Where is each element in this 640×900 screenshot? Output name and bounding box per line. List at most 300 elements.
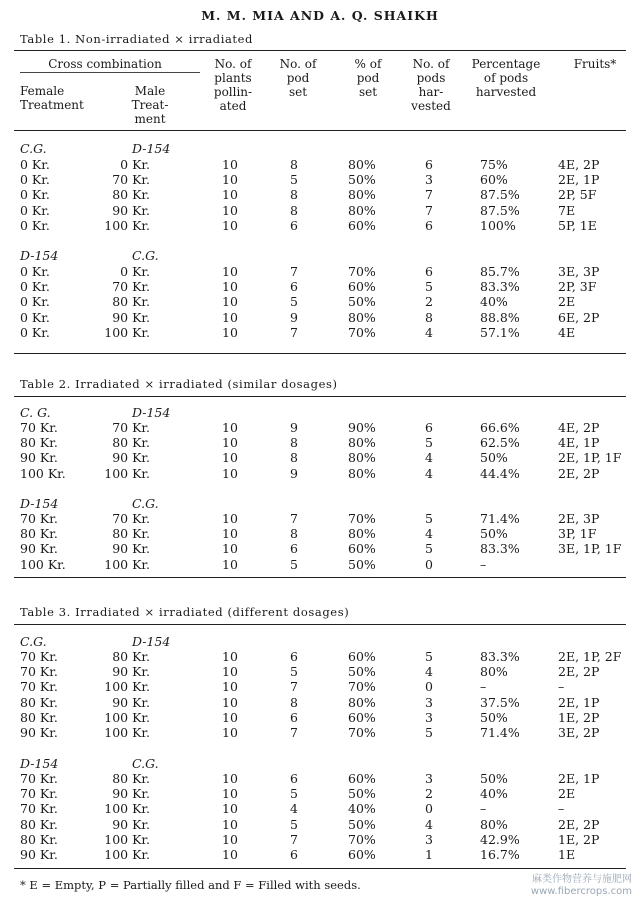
- cell-male-dose: 100 Kr.: [104, 725, 150, 740]
- cell-pct-pod-set: 70%: [348, 264, 376, 279]
- cell-pods-harvested: 4: [425, 816, 433, 832]
- cell-pct-harvested: 40%: [480, 294, 508, 310]
- cell-male-dose: 90 Kr.: [112, 202, 150, 218]
- table-row: [0, 218, 640, 233]
- cell-pods-harvested: 6: [425, 217, 433, 233]
- group-female-label: D-154: [20, 248, 59, 263]
- cell-female-dose: 80 Kr.: [20, 709, 58, 725]
- cell-male-dose: 90 Kr.: [112, 309, 150, 325]
- cell-male-dose: 70 Kr.: [112, 420, 150, 435]
- group-female-label: C.G.: [20, 634, 47, 649]
- cell-pods-harvested: 3: [425, 831, 433, 847]
- table-row: [0, 557, 640, 572]
- cell-fruits: 1E, 2P: [558, 709, 600, 725]
- cell-fruits: 2E, 1P, 1F: [558, 450, 622, 466]
- cell-fruits: 2E, 1P: [558, 694, 600, 710]
- cell-pct-pod-set: 60%: [348, 649, 376, 664]
- cell-plants-pollinated: 10: [222, 664, 238, 680]
- cell-pct-harvested: 85.7%: [480, 264, 520, 279]
- cell-pct-harvested: 80%: [480, 816, 508, 832]
- cell-pct-harvested: 71.4%: [480, 511, 520, 526]
- cell-female-dose: 70 Kr.: [20, 511, 58, 526]
- cell-male-dose: 100 Kr.: [104, 847, 150, 862]
- table1-bottom-rule: [14, 353, 626, 354]
- cell-plants-pollinated: 10: [222, 725, 238, 740]
- table3-top-rule: [14, 624, 626, 625]
- cell-female-dose: 100 Kr.: [20, 465, 66, 481]
- cell-pct-pod-set: 60%: [348, 847, 376, 862]
- cell-male-dose: 100 Kr.: [104, 465, 150, 481]
- group-female-label: D-154: [20, 496, 59, 511]
- cell-pct-harvested: 50%: [480, 709, 508, 725]
- cell-pct-harvested: 50%: [480, 771, 508, 786]
- cell-female-dose: 0 Kr.: [20, 294, 50, 310]
- table-row: [0, 420, 640, 435]
- cell-female-dose: 90 Kr.: [20, 541, 58, 557]
- cell-plants-pollinated: 10: [222, 526, 238, 542]
- cell-pods-harvested: 5: [425, 435, 433, 451]
- cell-plants-pollinated: 10: [222, 264, 238, 279]
- cell-fruits: 2P, 3F: [558, 279, 597, 295]
- cell-plants-pollinated: 10: [222, 771, 238, 786]
- cell-pct-pod-set: 60%: [348, 541, 376, 557]
- cell-pct-harvested: 66.6%: [480, 420, 520, 435]
- cell-male-dose: 90 Kr.: [112, 694, 150, 710]
- cell-pods-harvested: 5: [425, 511, 433, 526]
- cell-pct-harvested: 50%: [480, 526, 508, 542]
- cell-pod-set: 4: [290, 801, 298, 817]
- cell-female-dose: 0 Kr.: [20, 202, 50, 218]
- cell-pct-pod-set: 50%: [348, 294, 376, 310]
- table-row: [0, 649, 640, 664]
- cell-pct-harvested: 37.5%: [480, 694, 520, 710]
- cell-female-dose: 70 Kr.: [20, 649, 58, 664]
- cell-fruits: 2E: [558, 294, 576, 310]
- cell-pod-set: 7: [290, 679, 298, 695]
- table-row: [0, 172, 640, 187]
- cell-pods-harvested: 0: [425, 679, 433, 695]
- cell-pod-set: 8: [290, 157, 298, 172]
- cell-female-dose: 0 Kr.: [20, 217, 50, 233]
- cell-fruits: 4E, 2P: [558, 420, 600, 435]
- cell-plants-pollinated: 10: [222, 511, 238, 526]
- cell-fruits: 6E, 2P: [558, 309, 600, 325]
- cell-female-dose: 0 Kr.: [20, 309, 50, 325]
- table-row: [0, 541, 640, 556]
- table-row: [0, 847, 640, 862]
- cell-pods-harvested: 6: [425, 157, 433, 172]
- cell-pod-set: 8: [290, 694, 298, 710]
- cell-female-dose: 80 Kr.: [20, 694, 58, 710]
- cell-fruits: 1E: [558, 847, 576, 862]
- cell-pct-harvested: 42.9%: [480, 831, 520, 847]
- cell-pods-harvested: 4: [425, 450, 433, 466]
- cell-pct-pod-set: 70%: [348, 679, 376, 695]
- cell-pct-pod-set: 40%: [348, 801, 376, 817]
- cell-female-dose: 0 Kr.: [20, 324, 50, 340]
- cell-plants-pollinated: 10: [222, 309, 238, 325]
- cell-pct-harvested: 16.7%: [480, 847, 520, 862]
- footnote: * E = Empty, P = Partially filled and F = Filled with seeds.: [20, 878, 361, 892]
- cell-plants-pollinated: 10: [222, 172, 238, 188]
- table-row: [0, 710, 640, 725]
- cell-pct-harvested: 83.3%: [480, 279, 520, 295]
- cell-pod-set: 6: [290, 541, 298, 557]
- cell-pct-harvested: 71.4%: [480, 725, 520, 740]
- cell-fruits: 4E: [558, 324, 576, 340]
- table-row: [0, 679, 640, 694]
- header-female: Female Treatment: [20, 84, 84, 112]
- cell-male-dose: 100 Kr.: [104, 709, 150, 725]
- cell-pods-harvested: 5: [425, 279, 433, 295]
- cell-pods-harvested: 0: [425, 801, 433, 817]
- cell-female-dose: 80 Kr.: [20, 526, 58, 542]
- table-row: [0, 310, 640, 325]
- cell-male-dose: 100 Kr.: [104, 556, 150, 572]
- cell-fruits: 3P, 1F: [558, 526, 597, 542]
- cell-fruits: 2E, 2P: [558, 816, 600, 832]
- cell-pods-harvested: 2: [425, 786, 433, 802]
- cell-plants-pollinated: 10: [222, 420, 238, 435]
- group-male-label: C.G.: [132, 756, 159, 771]
- table-row: [0, 725, 640, 740]
- cell-plants-pollinated: 10: [222, 801, 238, 817]
- cell-female-dose: 90 Kr.: [20, 725, 58, 740]
- cell-plants-pollinated: 10: [222, 786, 238, 802]
- group-male-label: C.G.: [132, 496, 159, 511]
- cell-plants-pollinated: 10: [222, 831, 238, 847]
- cell-plants-pollinated: 10: [222, 450, 238, 466]
- cell-female-dose: 70 Kr.: [20, 420, 58, 435]
- cell-pod-set: 6: [290, 649, 298, 664]
- cell-pct-pod-set: 80%: [348, 309, 376, 325]
- cell-pct-pod-set: 80%: [348, 465, 376, 481]
- cell-pod-set: 9: [290, 420, 298, 435]
- cell-plants-pollinated: 10: [222, 465, 238, 481]
- cell-male-dose: 90 Kr.: [112, 450, 150, 466]
- cell-pct-harvested: 62.5%: [480, 435, 520, 451]
- cell-fruits: 7E: [558, 202, 576, 218]
- cell-pct-harvested: 83.3%: [480, 541, 520, 557]
- cell-male-dose: 100 Kr.: [104, 801, 150, 817]
- cell-pct-pod-set: 60%: [348, 771, 376, 786]
- cell-female-dose: 80 Kr.: [20, 816, 58, 832]
- group-male-label: D-154: [132, 141, 171, 156]
- cell-fruits: 2E, 3P: [558, 511, 600, 526]
- cell-male-dose: 80 Kr.: [112, 187, 150, 203]
- table-row: [0, 264, 640, 279]
- cell-pod-set: 5: [290, 556, 298, 572]
- header-pods-harvested: No. of pods har- vested: [411, 57, 451, 113]
- cell-fruits: 4E, 2P: [558, 157, 600, 172]
- cell-male-dose: 0 Kr.: [120, 157, 150, 172]
- cell-pct-harvested: 44.4%: [480, 465, 520, 481]
- cell-fruits: 2P, 5F: [558, 187, 597, 203]
- cell-pod-set: 5: [290, 786, 298, 802]
- cell-pct-pod-set: 50%: [348, 556, 376, 572]
- cell-plants-pollinated: 10: [222, 279, 238, 295]
- table-row: [0, 526, 640, 541]
- table-row: [0, 786, 640, 801]
- header-pod-set: No. of pod set: [279, 57, 317, 99]
- cell-female-dose: 0 Kr.: [20, 187, 50, 203]
- cell-plants-pollinated: 10: [222, 649, 238, 664]
- cell-pct-pod-set: 60%: [348, 709, 376, 725]
- cell-female-dose: 90 Kr.: [20, 847, 58, 862]
- cell-plants-pollinated: 10: [222, 187, 238, 203]
- table-row: [0, 450, 640, 465]
- cell-pct-pod-set: 70%: [348, 831, 376, 847]
- cell-fruits: 5P, 1E: [558, 217, 597, 233]
- cell-pod-set: 6: [290, 847, 298, 862]
- cell-plants-pollinated: 10: [222, 816, 238, 832]
- cell-pct-harvested: 80%: [480, 664, 508, 680]
- cell-pct-harvested: –: [480, 556, 487, 572]
- cell-pct-pod-set: 70%: [348, 324, 376, 340]
- table3-bottom-rule: [14, 868, 626, 869]
- cell-pods-harvested: 4: [425, 324, 433, 340]
- cell-pod-set: 5: [290, 294, 298, 310]
- cell-pct-pod-set: 80%: [348, 202, 376, 218]
- cell-fruits: 2E, 1P: [558, 771, 600, 786]
- cell-female-dose: 70 Kr.: [20, 664, 58, 680]
- table-row: [0, 832, 640, 847]
- cell-pods-harvested: 7: [425, 202, 433, 218]
- cell-pct-pod-set: 70%: [348, 511, 376, 526]
- table-row: [0, 817, 640, 832]
- cell-plants-pollinated: 10: [222, 709, 238, 725]
- cell-plants-pollinated: 10: [222, 694, 238, 710]
- cell-pct-harvested: 88.8%: [480, 309, 520, 325]
- table-row: [0, 203, 640, 218]
- cell-pods-harvested: 3: [425, 172, 433, 188]
- header-plants: No. of plants pollin- ated: [213, 57, 253, 113]
- cell-pct-pod-set: 50%: [348, 816, 376, 832]
- table-row: [0, 325, 640, 340]
- cell-fruits: 2E, 2P: [558, 664, 600, 680]
- cell-male-dose: 80 Kr.: [112, 771, 150, 786]
- table1-top-rule: [14, 50, 626, 51]
- table-row: [0, 294, 640, 309]
- cell-fruits: 3E, 1P, 1F: [558, 541, 622, 557]
- cell-female-dose: 80 Kr.: [20, 831, 58, 847]
- cell-pods-harvested: 0: [425, 556, 433, 572]
- table3-caption: Table 3. Irradiated × irradiated (different dosages): [20, 605, 350, 619]
- cell-pod-set: 8: [290, 450, 298, 466]
- cell-pct-harvested: 50%: [480, 450, 508, 466]
- cell-female-dose: 70 Kr.: [20, 771, 58, 786]
- cell-pod-set: 8: [290, 435, 298, 451]
- cell-pct-harvested: –: [480, 679, 487, 695]
- cell-pod-set: 6: [290, 279, 298, 295]
- cell-plants-pollinated: 10: [222, 324, 238, 340]
- cell-pod-set: 6: [290, 217, 298, 233]
- running-head: M. M. MIA AND A. Q. SHAIKH: [201, 8, 439, 23]
- table-row: [0, 466, 640, 481]
- table-row: [0, 664, 640, 679]
- group-female-label: C.G.: [20, 141, 47, 156]
- cell-male-dose: 90 Kr.: [112, 816, 150, 832]
- group-male-label: C.G.: [132, 248, 159, 263]
- cell-pods-harvested: 3: [425, 694, 433, 710]
- cell-pod-set: 5: [290, 816, 298, 832]
- cell-pods-harvested: 8: [425, 309, 433, 325]
- watermark: 麻类作物营养与施肥网 www.fibercrops.com: [530, 874, 632, 897]
- cell-female-dose: 0 Kr.: [20, 264, 50, 279]
- cell-pods-harvested: 6: [425, 264, 433, 279]
- cell-pods-harvested: 4: [425, 664, 433, 680]
- group-female-label: C. G.: [20, 405, 51, 420]
- cell-male-dose: 90 Kr.: [112, 541, 150, 557]
- cell-male-dose: 70 Kr.: [112, 511, 150, 526]
- cell-fruits: 4E, 1P: [558, 435, 600, 451]
- cell-pct-harvested: 40%: [480, 786, 508, 802]
- cell-pct-pod-set: 90%: [348, 420, 376, 435]
- cell-female-dose: 0 Kr.: [20, 172, 50, 188]
- cell-male-dose: 0 Kr.: [120, 264, 150, 279]
- cell-female-dose: 100 Kr.: [20, 556, 66, 572]
- cell-plants-pollinated: 10: [222, 202, 238, 218]
- cell-fruits: 3E, 2P: [558, 725, 600, 740]
- cell-pct-harvested: 60%: [480, 172, 508, 188]
- cell-pct-harvested: 87.5%: [480, 187, 520, 203]
- cell-pct-pod-set: 70%: [348, 725, 376, 740]
- cell-plants-pollinated: 10: [222, 541, 238, 557]
- cell-pods-harvested: 6: [425, 420, 433, 435]
- cell-pods-harvested: 4: [425, 526, 433, 542]
- cell-female-dose: 80 Kr.: [20, 435, 58, 451]
- cell-pct-pod-set: 80%: [348, 526, 376, 542]
- cell-male-dose: 100 Kr.: [104, 831, 150, 847]
- table2-caption: Table 2. Irradiated × irradiated (similar dosages): [20, 377, 338, 391]
- cell-pod-set: 7: [290, 324, 298, 340]
- table-row: [0, 187, 640, 202]
- cell-plants-pollinated: 10: [222, 435, 238, 451]
- cell-plants-pollinated: 10: [222, 294, 238, 310]
- cell-male-dose: 70 Kr.: [112, 172, 150, 188]
- header-pct-harvested: Percentage of pods harvested: [471, 57, 541, 99]
- cell-pod-set: 7: [290, 725, 298, 740]
- cell-pct-pod-set: 60%: [348, 279, 376, 295]
- table-row: [0, 279, 640, 294]
- cell-pct-harvested: 75%: [480, 157, 508, 172]
- cell-pod-set: 6: [290, 709, 298, 725]
- cell-plants-pollinated: 10: [222, 556, 238, 572]
- cell-pod-set: 7: [290, 831, 298, 847]
- cell-male-dose: 70 Kr.: [112, 279, 150, 295]
- table1-caption: Table 1. Non-irradiated × irradiated: [20, 32, 254, 46]
- cell-male-dose: 80 Kr.: [112, 526, 150, 542]
- table-row: [0, 511, 640, 526]
- cell-pod-set: 8: [290, 526, 298, 542]
- cell-pods-harvested: 2: [425, 294, 433, 310]
- cell-fruits: –: [558, 679, 565, 695]
- table-row: [0, 695, 640, 710]
- cell-pod-set: 9: [290, 309, 298, 325]
- cell-pct-harvested: 87.5%: [480, 202, 520, 218]
- cell-pct-pod-set: 80%: [348, 435, 376, 451]
- cell-plants-pollinated: 10: [222, 679, 238, 695]
- cell-female-dose: 70 Kr.: [20, 679, 58, 695]
- cell-female-dose: 70 Kr.: [20, 786, 58, 802]
- cell-pct-pod-set: 80%: [348, 187, 376, 203]
- cell-female-dose: 90 Kr.: [20, 450, 58, 466]
- cell-pods-harvested: 3: [425, 771, 433, 786]
- cell-pct-pod-set: 80%: [348, 157, 376, 172]
- header-cross-combination: Cross combination: [48, 57, 162, 71]
- cell-pct-pod-set: 50%: [348, 786, 376, 802]
- cell-pct-pod-set: 50%: [348, 172, 376, 188]
- header-subrule: [20, 72, 200, 73]
- cell-pod-set: 7: [290, 511, 298, 526]
- cell-male-dose: 100 Kr.: [104, 324, 150, 340]
- table-row: [0, 435, 640, 450]
- group-male-label: D-154: [132, 405, 171, 420]
- cell-pod-set: 5: [290, 172, 298, 188]
- table1-header-rule: [14, 130, 626, 131]
- cell-male-dose: 80 Kr.: [112, 294, 150, 310]
- header-male: Male Treat- ment: [131, 84, 169, 126]
- group-female-label: D-154: [20, 756, 59, 771]
- cell-fruits: 2E, 1P: [558, 172, 600, 188]
- group-male-label: D-154: [132, 634, 171, 649]
- table2-bottom-rule: [14, 577, 626, 578]
- cell-pct-harvested: 83.3%: [480, 649, 520, 664]
- cell-pct-harvested: –: [480, 801, 487, 817]
- cell-pods-harvested: 1: [425, 847, 433, 862]
- header-pct-pod-set: % of pod set: [354, 57, 382, 99]
- cell-fruits: –: [558, 801, 565, 817]
- table-row: [0, 771, 640, 786]
- cell-pct-pod-set: 60%: [348, 217, 376, 233]
- cell-pct-harvested: 100%: [480, 217, 516, 233]
- cell-female-dose: 70 Kr.: [20, 801, 58, 817]
- cell-plants-pollinated: 10: [222, 157, 238, 172]
- cell-pct-pod-set: 50%: [348, 664, 376, 680]
- cell-pod-set: 8: [290, 187, 298, 203]
- cell-male-dose: 100 Kr.: [104, 217, 150, 233]
- cell-fruits: 2E: [558, 786, 576, 802]
- header-fruits: Fruits*: [573, 57, 617, 71]
- cell-pod-set: 5: [290, 664, 298, 680]
- cell-pct-pod-set: 80%: [348, 694, 376, 710]
- cell-male-dose: 90 Kr.: [112, 786, 150, 802]
- cell-plants-pollinated: 10: [222, 847, 238, 862]
- cell-fruits: 3E, 3P: [558, 264, 600, 279]
- cell-pods-harvested: 7: [425, 187, 433, 203]
- cell-pod-set: 7: [290, 264, 298, 279]
- cell-male-dose: 100 Kr.: [104, 679, 150, 695]
- cell-male-dose: 90 Kr.: [112, 664, 150, 680]
- cell-pod-set: 9: [290, 465, 298, 481]
- cell-pod-set: 8: [290, 202, 298, 218]
- cell-pod-set: 6: [290, 771, 298, 786]
- cell-pods-harvested: 5: [425, 649, 433, 664]
- cell-female-dose: 0 Kr.: [20, 157, 50, 172]
- cell-pct-harvested: 57.1%: [480, 324, 520, 340]
- cell-male-dose: 80 Kr.: [112, 649, 150, 664]
- cell-pct-pod-set: 80%: [348, 450, 376, 466]
- cell-fruits: 1E, 2P: [558, 831, 600, 847]
- cell-female-dose: 0 Kr.: [20, 279, 50, 295]
- table2-top-rule: [14, 396, 626, 397]
- cell-pods-harvested: 3: [425, 709, 433, 725]
- cell-pods-harvested: 4: [425, 465, 433, 481]
- table-row: [0, 801, 640, 816]
- cell-plants-pollinated: 10: [222, 217, 238, 233]
- table-row: [0, 157, 640, 172]
- cell-pods-harvested: 5: [425, 725, 433, 740]
